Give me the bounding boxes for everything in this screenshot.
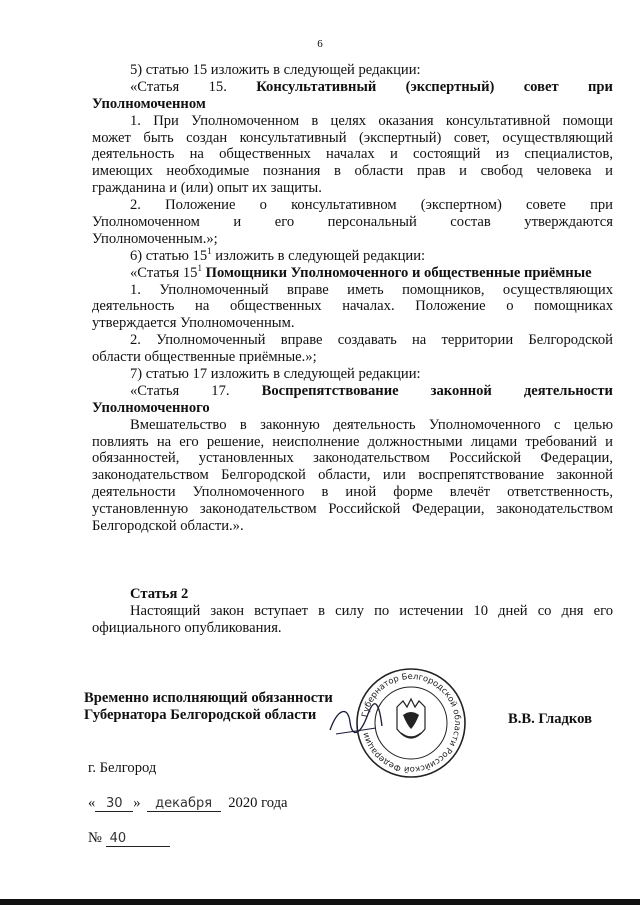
paragraph-line: Уполномоченным.»;	[92, 230, 218, 247]
paragraph-line: деятельности Уполномоченного в иной форме влечёт ответственность,	[92, 484, 613, 501]
scan-edge	[0, 899, 640, 905]
paragraph-line: законодательством Белгородской области, или воспрепятствование законной	[92, 467, 613, 484]
paragraph-line: утверждается Уполномоченным.	[92, 315, 295, 332]
paragraph-line: 1. Уполномоченный вправе иметь помощников, осуществляющих	[130, 281, 613, 298]
place-of-signing: г. Белгород	[88, 760, 157, 776]
paragraph-line: официального опубликования.	[92, 619, 282, 636]
paragraph-line: имеющих необходимые познания в области прав и свобод человека и	[92, 163, 613, 180]
paragraph-line: повлиять на его решение, неисполнение должностными лицами требований и	[92, 433, 613, 450]
official-seal-icon	[355, 667, 467, 779]
signatory-name: В.В. Гладков	[508, 711, 592, 727]
article-2	[92, 586, 613, 637]
paragraph-line: Настоящий закон вступает в силу по истечении 10 дней со дня его	[130, 602, 613, 619]
paragraph-line: области общественные приёмные.»;	[92, 349, 317, 366]
article-15-heading-cont: Уполномоченном	[92, 95, 206, 112]
paragraph-line: Вмешательство в законную деятельность Уполномоченного с целью	[130, 416, 613, 433]
paragraph-line: 2. Положение о консультативном (экспертном) совете при	[130, 197, 613, 214]
paragraph-line: Уполномоченном и его персональный состав утверждаются	[92, 214, 613, 231]
item-6-intro: 6) статью $15^1$ изложить в следующей редакции:	[130, 245, 426, 264]
article-15-1-heading: «Статья $15^1$ Помощники Уполномоченного и общественные приёмные	[130, 262, 592, 281]
paragraph-line: гражданина и (или) опыт их защиты.	[92, 180, 322, 197]
date-line: « 30 » декабря 2020 года	[88, 795, 288, 811]
paragraph-line: обязанностей, установленных законодательством Российской Федерации,	[92, 450, 613, 467]
paragraph-line: 2. Уполномоченный вправе создавать на территории Белгородской	[130, 332, 613, 349]
article-17-heading: «Статья 17. Воспрепятствование законной деятельности	[130, 382, 613, 399]
paragraph-line: 1. При Уполномоченном в целях оказания консультативной помощи	[130, 112, 613, 129]
law-body	[92, 62, 613, 535]
page-number: 6	[317, 38, 323, 50]
paragraph-line: может быть создан консультативный (экспертный) совет, осуществляющий	[92, 129, 613, 146]
svg-text:Губернатор Белгородской област: Губернатор Белгородской области Российской Федерации	[359, 670, 464, 776]
article-15-heading: «Статья 15. Консультативный (экспертный) совет при	[130, 78, 613, 95]
paragraph-line: деятельность на общественных началах и состоящий из специалистов,	[92, 146, 613, 163]
paragraph-line: Белгородской области.».	[92, 518, 244, 535]
signatory-position: Временно исполняющий обязанности Губернатора Белгородской области	[84, 690, 333, 723]
item-5-intro: 5) статью 15 изложить в следующей редакции:	[130, 62, 421, 78]
item-7-intro: 7) статью 17 изложить в следующей редакции:	[130, 366, 421, 383]
article-17-heading-cont: Уполномоченного	[92, 399, 210, 416]
paragraph-line: установленную законодательством Российской Федерации, законодательством	[92, 501, 613, 518]
paragraph-line: деятельность на общественных началах. Положение о помощниках	[92, 298, 613, 315]
article-2-title: Статья 2	[130, 586, 189, 602]
document-number: № 40	[88, 830, 170, 847]
